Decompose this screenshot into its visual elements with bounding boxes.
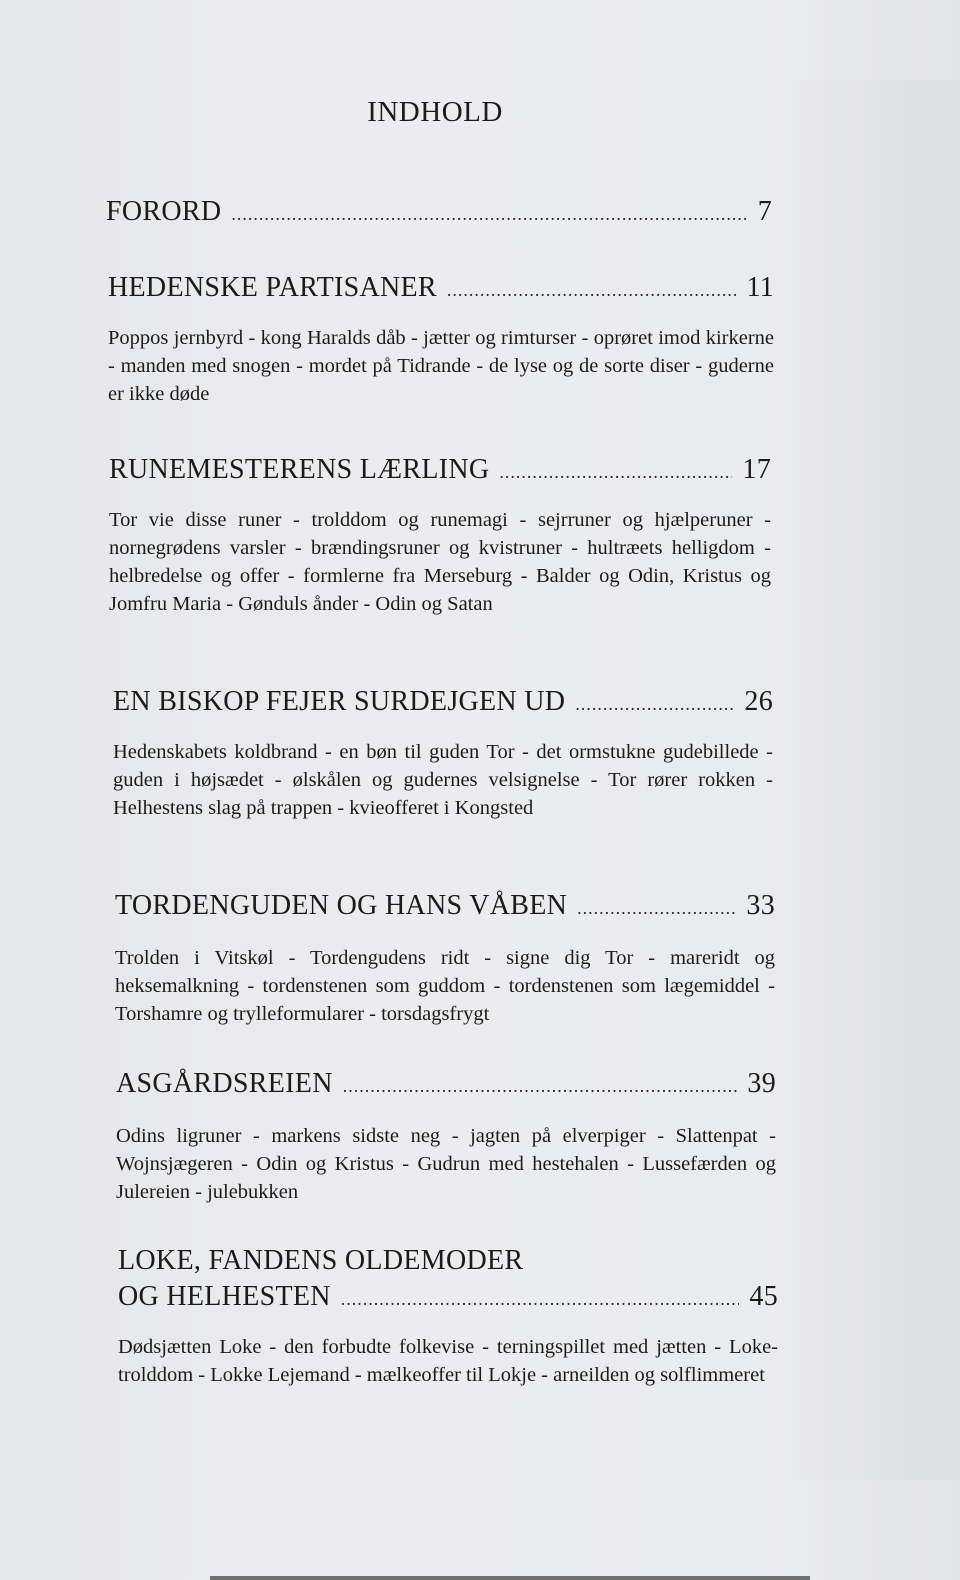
toc-entry-runemesterens-laerling	[109, 454, 771, 618]
toc-page-number: 17	[742, 454, 771, 485]
toc-entry-en-biskop	[113, 686, 773, 822]
toc-entry-loke	[118, 1245, 778, 1389]
toc-description: Hedenskabets koldbrand - en bøn til guden Tor - det ormstukne gudebillede - guden i højsædet - ølskålen og gudernes velsignelse - Tor rører rokken - Helhestens slag på trappen - kvieofferet i Kongsted	[113, 741, 773, 819]
dot-leader	[575, 694, 734, 715]
toc-page-number: 7	[757, 196, 772, 227]
toc-title-first-line: LOKE, FANDENS OLDEMODER	[118, 1245, 524, 1276]
toc-page-number: 33	[746, 890, 775, 921]
dot-leader	[231, 204, 747, 225]
toc-entry-tordenguden	[115, 890, 775, 1028]
toc-title: OG HELHESTEN	[118, 1281, 331, 1312]
toc-page-number: 26	[744, 686, 773, 717]
dot-leader	[447, 280, 737, 301]
page-edge-shadow	[210, 1576, 810, 1580]
show-through-shadow	[780, 80, 960, 1480]
dot-leader	[343, 1076, 738, 1097]
toc-title-row	[116, 1068, 776, 1100]
dot-leader	[341, 1289, 740, 1310]
toc-title: ASGÅRDSREIEN	[116, 1068, 333, 1099]
toc-description: Trolden i Vitskøl - Tordengudens ridt - signe dig Tor - mareridt og heksemalkning - tordenstenen som guddom - tordenstenen som lægemiddel - Torshamre og trylleformularer - torsdagsfrygt	[115, 947, 775, 1025]
toc-title-row	[115, 890, 775, 922]
dot-leader	[499, 462, 732, 483]
toc-title: HEDENSKE PARTISANER	[108, 272, 437, 303]
toc-title-row	[113, 686, 773, 718]
toc-title-row	[108, 272, 774, 304]
toc-description: Tor vie disse runer - trolddom og runemagi - sejrruner og hjælperuner - nornegrødens varsler - brændingsruner og kvistruner - hultræets helligdom - helbredelse og offer - formlerne fra Merseburg - Balder og Odin, Kristus og Jomfru Maria - Gønduls ånder - Odin og Satan	[109, 509, 771, 615]
toc-description: Dødsjætten Loke - den forbudte folkevise - terningspillet med jætten - Loke-trolddom - Lokke Lejemand - mælkeoffer til Lokje - arneilden og solflimmeret	[118, 1336, 778, 1386]
toc-title-row	[109, 454, 771, 486]
toc-description: Poppos jernbyrd - kong Haralds dåb - jætter og rimturser - oprøret imod kirkerne - manden med snogen - mordet på Tidrande - de lyse og de sorte diser - guderne er ikke døde	[108, 327, 774, 405]
toc-entry-asgardsreien	[116, 1068, 776, 1206]
toc-title: TORDENGUDEN OG HANS VÅBEN	[115, 890, 568, 921]
toc-page-number: 45	[749, 1281, 778, 1312]
dot-leader	[577, 898, 736, 919]
toc-title: EN BISKOP FEJER SURDEJGEN UD	[113, 686, 566, 717]
toc-page-number: 39	[747, 1068, 776, 1099]
toc-entry-hedenske-partisaner	[108, 272, 774, 408]
toc-entry-forord	[106, 196, 772, 228]
toc-title-row	[106, 196, 772, 228]
toc-title-row	[118, 1281, 778, 1313]
toc-title: RUNEMESTERENS LÆRLING	[109, 454, 490, 485]
toc-page-number: 11	[746, 272, 774, 303]
toc-description: Odins ligruner - markens sidste neg - jagten på elverpiger - Slattenpat - Wojnsjægeren - Odin og Kristus - Gudrun med hestehalen - Lussefærden og Julereien - julebukken	[116, 1125, 776, 1203]
toc-title: FORORD	[106, 196, 222, 227]
page-heading: INDHOLD	[367, 96, 503, 128]
